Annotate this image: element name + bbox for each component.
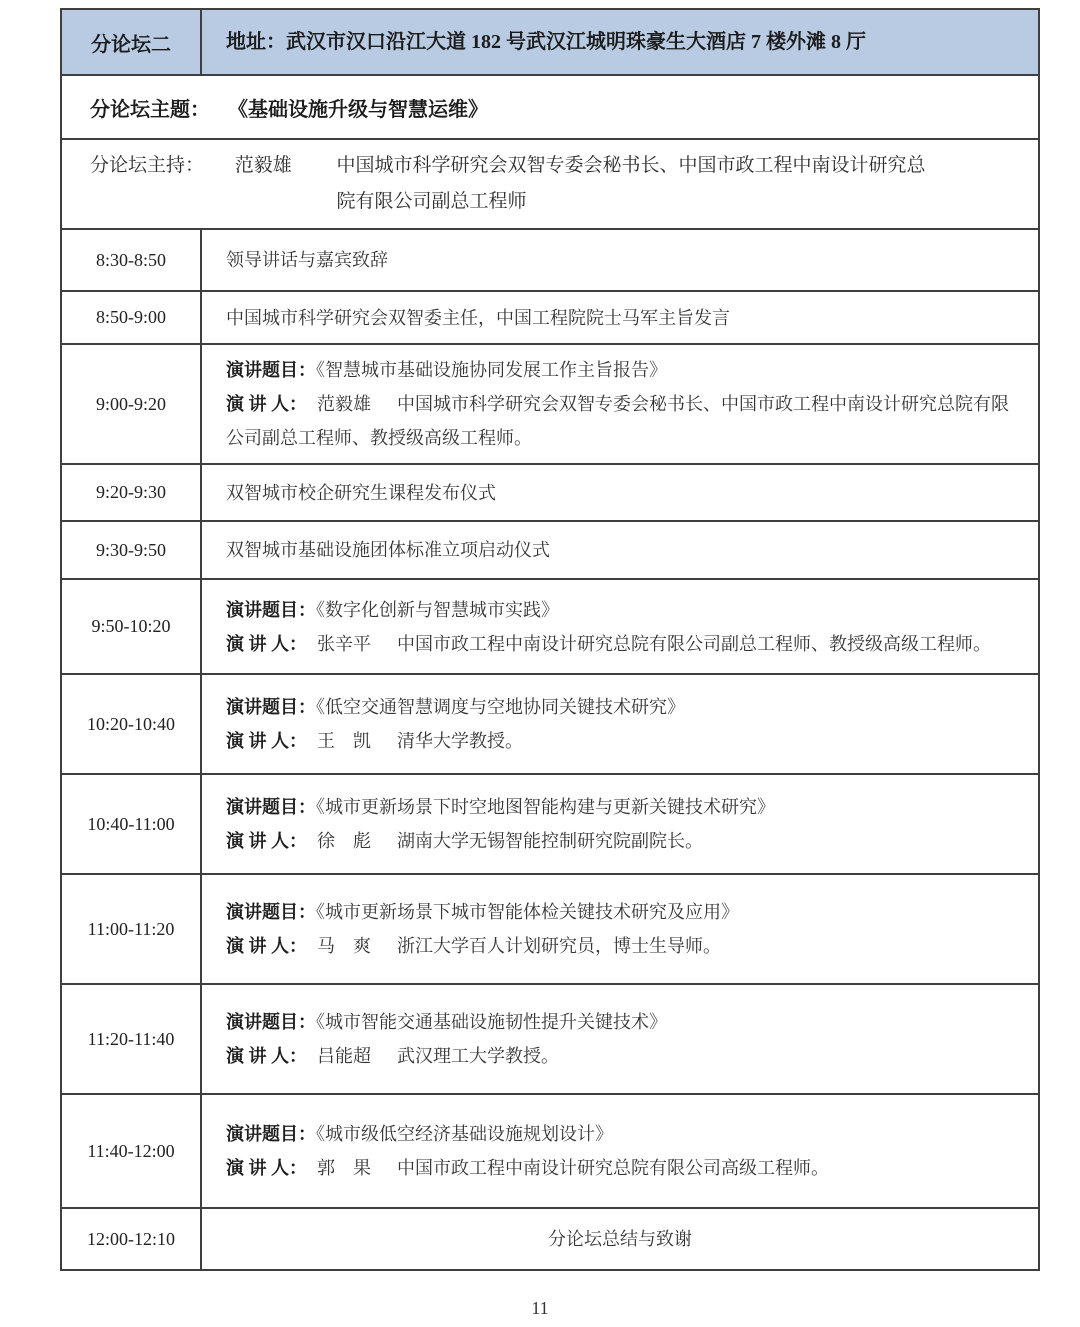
schedule-row [62, 580, 1038, 675]
speaker-affiliation: 中国市政工程中南设计研究总院有限公司高级工程师。 [397, 1158, 829, 1178]
time-cell: 8:30-8:50 [62, 230, 202, 290]
host-label: 分论坛主持： [90, 155, 205, 176]
speaker-name: 吕能超 [317, 1046, 371, 1066]
session-text: 领导讲话与嘉宾致辞 [226, 250, 388, 270]
theme-label: 分论坛主题： [90, 98, 210, 121]
talk-speaker-label: 演 讲 人： [226, 633, 307, 654]
talk-title-text: 《城市级低空经济基础设施规划设计》 [316, 1124, 613, 1144]
content-cell [202, 292, 1038, 343]
content-cell [202, 775, 1038, 873]
talk-speaker-label: 演 讲 人： [226, 394, 307, 414]
content-cell [202, 985, 1038, 1093]
schedule-row [62, 522, 1038, 580]
schedule-row [62, 675, 1038, 775]
host-affiliation: 中国城市科学研究会双智专委会秘书长、中国市政工程中南设计研究总院有限公司副总工程师 [336, 155, 926, 212]
host-row [62, 140, 1038, 230]
time-cell: 11:20-11:40 [62, 985, 202, 1093]
schedule-row [62, 1095, 1038, 1209]
time-cell: 10:40-11:00 [62, 775, 202, 873]
talk-title-text: 《低空交通智慧调度与空地协同关键技术研究》 [316, 697, 685, 717]
talk-title-label: 演讲题目： [226, 1124, 316, 1144]
schedule-row [62, 985, 1038, 1095]
schedule-row [62, 230, 1038, 292]
speaker-name: 王 凯 [317, 731, 371, 751]
content-cell [202, 875, 1038, 983]
talk-title-line [226, 1005, 1014, 1039]
address-cell: 地址：武汉市汉口沿江大道 182 号武汉江城明珠豪生大酒店 7 楼外滩 8 厅 [226, 31, 866, 53]
content-cell [202, 230, 1038, 290]
speaker-name: 张辛平 [317, 633, 371, 654]
content-cell [202, 522, 1038, 578]
speaker-affiliation: 清华大学教授。 [397, 731, 523, 751]
time-cell: 8:50-9:00 [62, 292, 202, 343]
talk-title-line [226, 353, 1014, 387]
talk-title-line [226, 1117, 1014, 1151]
talk-title-label: 演讲题目： [226, 902, 316, 922]
talk-speaker-line [226, 724, 1014, 758]
time-cell: 9:50-10:20 [62, 580, 202, 673]
time-cell: 11:00-11:20 [62, 875, 202, 983]
session-text: 分论坛总结与致谢 [548, 1229, 692, 1249]
talk-speaker-label: 演 讲 人： [226, 831, 307, 851]
talk-title-label: 演讲题目： [226, 599, 316, 620]
speaker-affiliation: 中国市政工程中南设计研究总院有限公司副总工程师、教授级高级工程师。 [397, 633, 991, 654]
schedule-row [62, 875, 1038, 985]
time-cell: 10:20-10:40 [62, 675, 202, 773]
header-row [62, 10, 1038, 76]
speaker-name: 马 爽 [317, 936, 371, 956]
forum-title-cell: 分论坛二 [62, 10, 202, 74]
content-cell [202, 675, 1038, 773]
session-text: 双智城市基础设施团体标准立项启动仪式 [226, 540, 550, 560]
talk-speaker-line [226, 387, 1014, 455]
page-number: 11 [531, 1298, 549, 1318]
speaker-name: 范毅雄 [317, 394, 371, 414]
agenda-table [60, 8, 1040, 1271]
host-name: 范毅雄 [234, 155, 292, 176]
schedule-row [62, 345, 1038, 465]
talk-title-text: 《城市更新场景下时空地图智能构建与更新关键技术研究》 [316, 797, 775, 817]
talk-speaker-line [226, 929, 1014, 963]
talk-title-text: 《数字化创新与智慧城市实践》 [316, 599, 559, 620]
speaker-affiliation: 湖南大学无锡智能控制研究院副院长。 [397, 831, 703, 851]
talk-speaker-line [226, 1151, 1014, 1185]
content-cell [202, 465, 1038, 520]
speaker-affiliation: 中国城市科学研究会双智专委会秘书长、中国市政工程中南设计研究总院有限公司副总工程师、教授级高级工程师。 [226, 394, 1009, 448]
talk-speaker-label: 演 讲 人： [226, 1158, 307, 1178]
time-cell: 9:30-9:50 [62, 522, 202, 578]
talk-speaker-label: 演 讲 人： [226, 936, 307, 956]
talk-title-text: 《城市更新场景下城市智能体检关键技术研究及应用》 [316, 902, 739, 922]
talk-title-label: 演讲题目： [226, 1012, 316, 1032]
content-cell [202, 580, 1038, 673]
talk-speaker-label: 演 讲 人： [226, 1046, 307, 1066]
speaker-name: 郭 果 [317, 1158, 371, 1178]
content-cell [202, 1209, 1038, 1269]
session-text: 中国城市科学研究会双智委主任，中国工程院院士马军主旨发言 [226, 307, 730, 328]
content-cell [202, 1095, 1038, 1207]
schedule-row [62, 465, 1038, 522]
theme-value: 《基础设施升级与智慧运维》 [228, 98, 488, 121]
time-cell: 12:00-12:10 [62, 1209, 202, 1269]
talk-title-text: 《智慧城市基础设施协同发展工作主旨报告》 [316, 360, 667, 380]
talk-speaker-line [226, 1039, 1014, 1073]
schedule-row [62, 292, 1038, 345]
talk-title-text: 《城市智能交通基础设施韧性提升关键技术》 [316, 1012, 667, 1032]
talk-title-label: 演讲题目： [226, 797, 316, 817]
talk-title-label: 演讲题目： [226, 360, 316, 380]
talk-title-line [226, 790, 1014, 824]
session-text: 双智城市校企研究生课程发布仪式 [226, 482, 496, 503]
schedule-rows [62, 230, 1038, 1269]
schedule-row [62, 775, 1038, 875]
talk-speaker-line [226, 627, 1014, 661]
talk-speaker-label: 演 讲 人： [226, 731, 307, 751]
theme-row [62, 76, 1038, 140]
speaker-affiliation: 武汉理工大学教授。 [397, 1046, 559, 1066]
time-cell: 9:00-9:20 [62, 345, 202, 463]
talk-title-label: 演讲题目： [226, 697, 316, 717]
speaker-affiliation: 浙江大学百人计划研究员，博士生导师。 [397, 936, 721, 956]
talk-speaker-line [226, 824, 1014, 858]
content-cell [202, 345, 1038, 463]
talk-title-line [226, 690, 1014, 724]
speaker-name: 徐 彪 [317, 831, 371, 851]
talk-title-line [226, 593, 1014, 627]
time-cell: 11:40-12:00 [62, 1095, 202, 1207]
time-cell: 9:20-9:30 [62, 465, 202, 520]
talk-title-line [226, 895, 1014, 929]
schedule-row [62, 1209, 1038, 1269]
